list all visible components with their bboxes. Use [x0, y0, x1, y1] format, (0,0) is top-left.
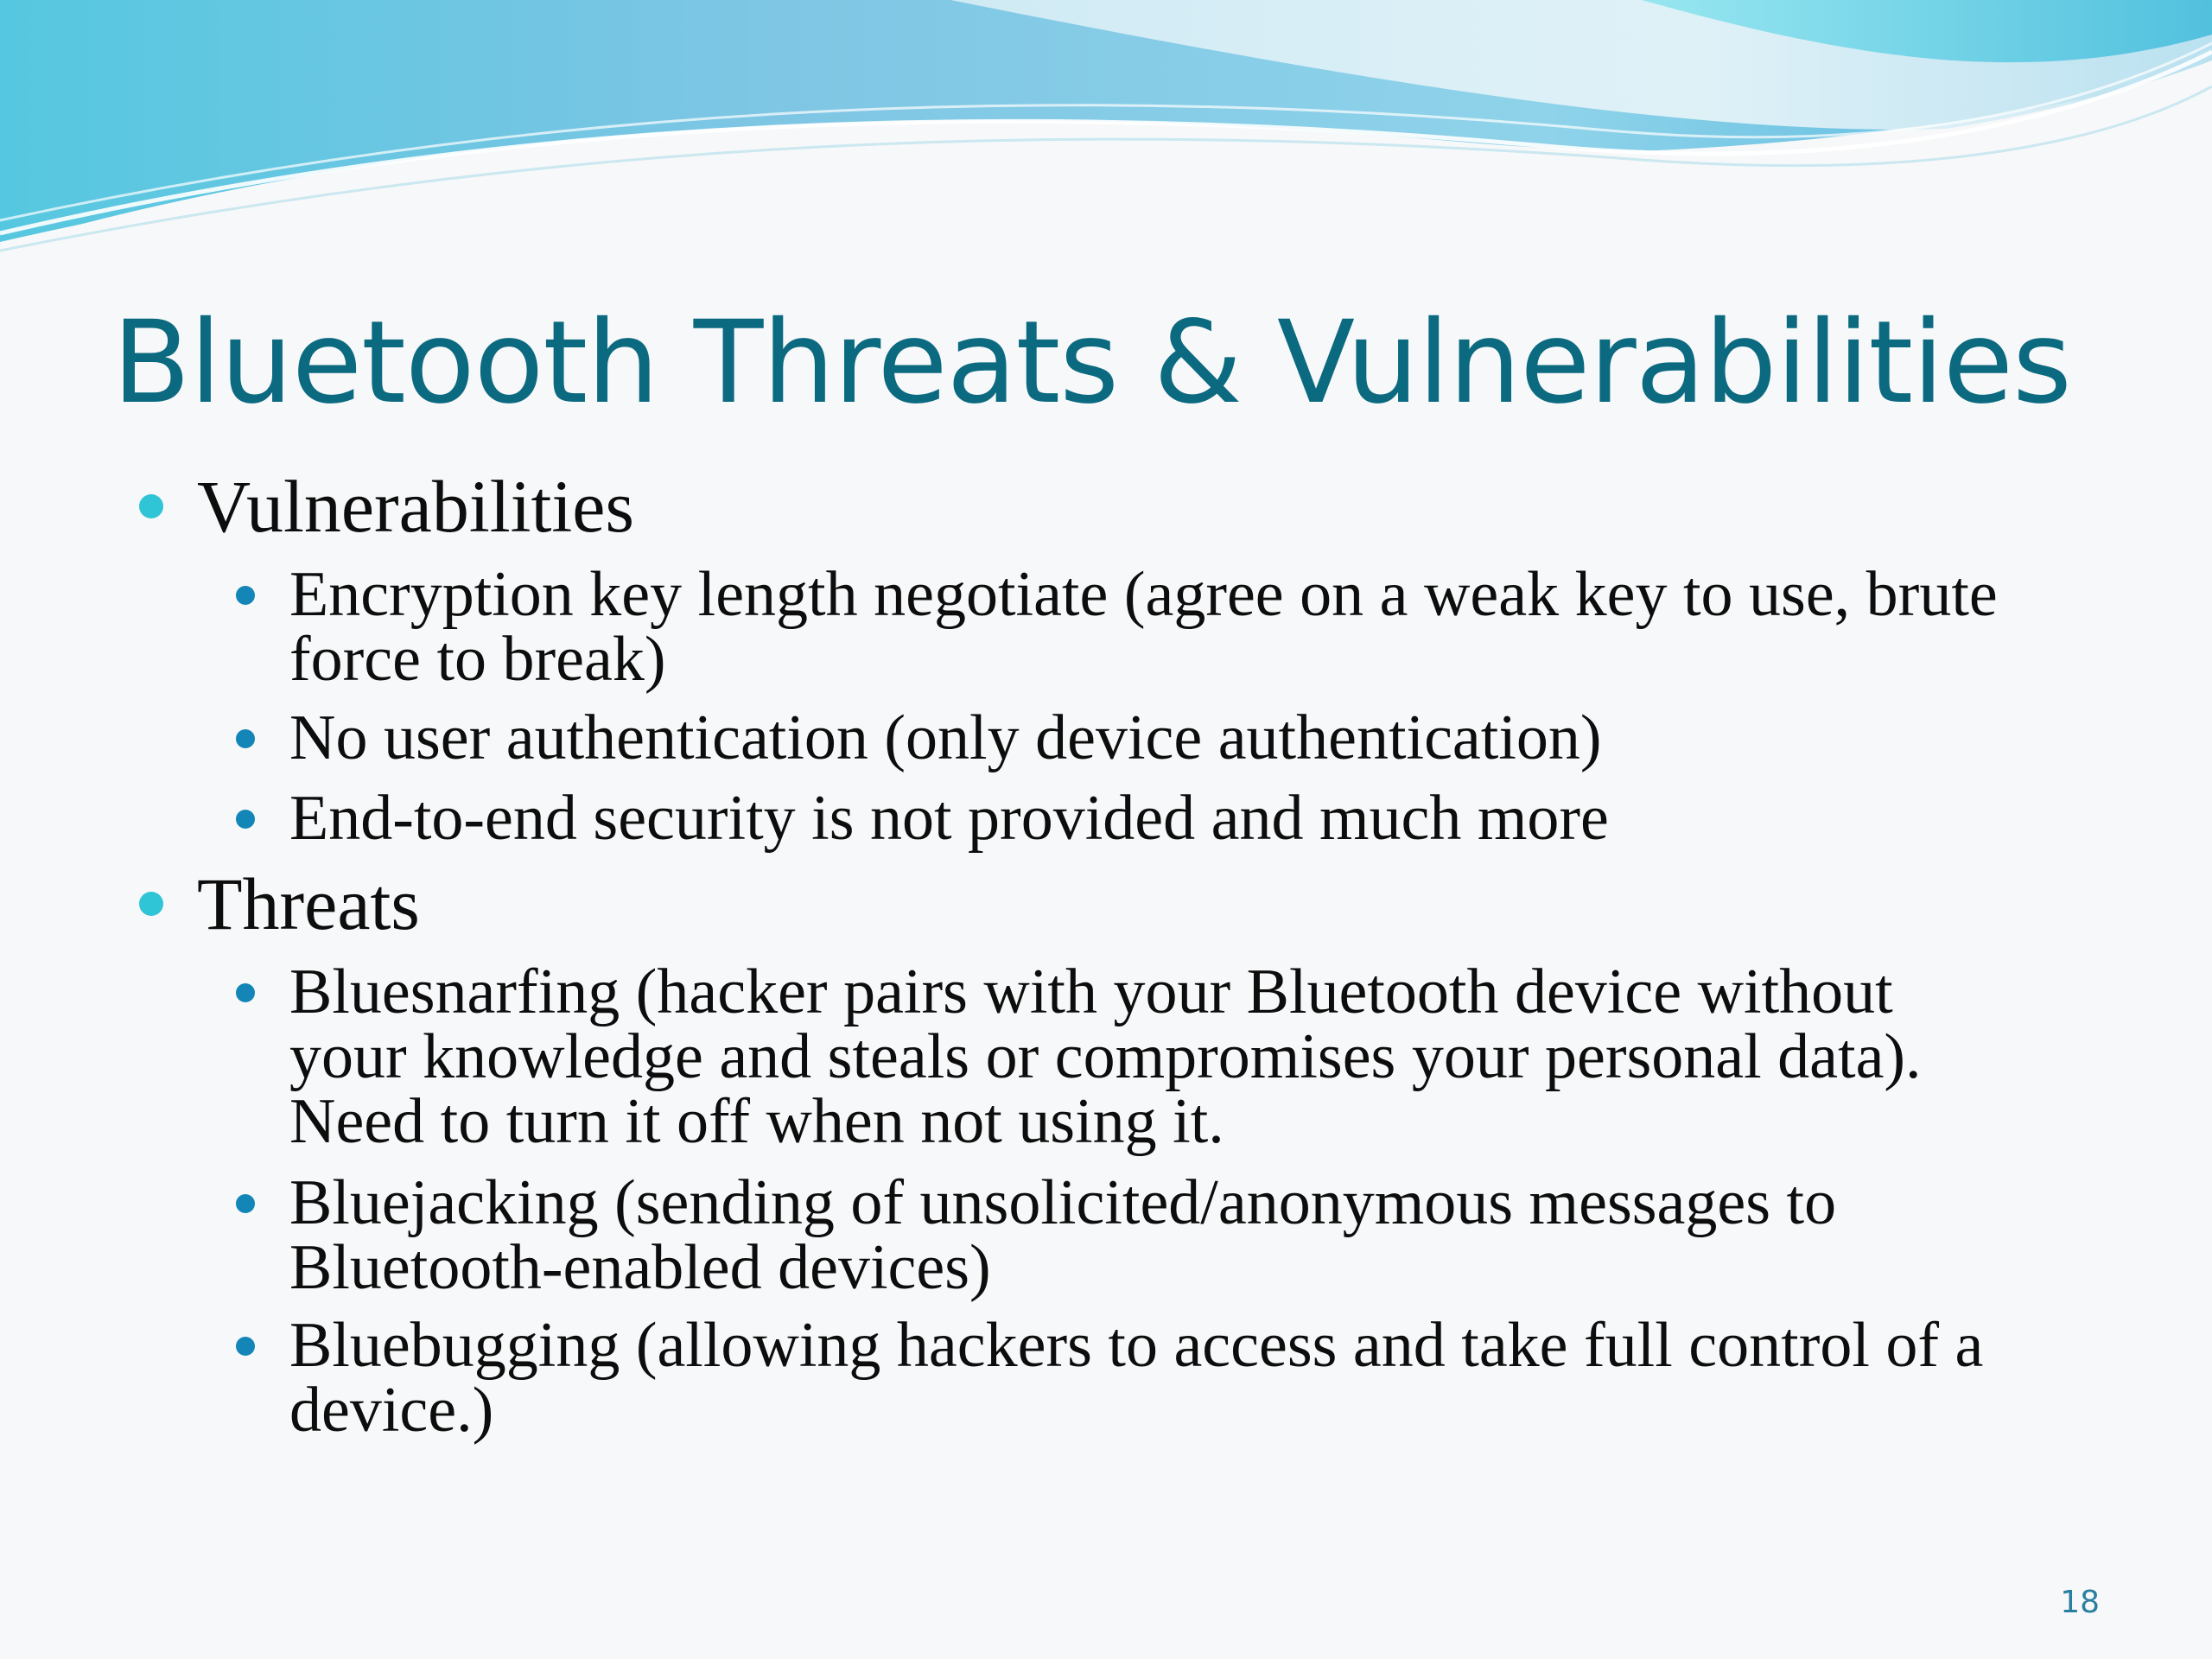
list-item: No user authentication (only device authentication): [289, 702, 1602, 773]
bullet-dot-icon: [236, 1194, 255, 1213]
slide-title: Bluetooth Threats & Vulnerabilities: [112, 296, 2071, 429]
bullet-dot-icon: [139, 494, 163, 518]
list-item: Encryption key length negotiate (agree on a weak key to use, brute force to break): [289, 559, 1998, 695]
list-item: End-to-end security is not provided and much more: [289, 783, 1609, 854]
bullet-dot-icon: [236, 983, 255, 1002]
list-item: Bluejacking (sending of unsolicited/anonymous messages to Bluetooth-enabled devices): [289, 1167, 1837, 1303]
list-item: Bluebugging (allowing hackers to access and take full control of a device.): [289, 1310, 1984, 1446]
section-heading-vulnerabilities: Vulnerabilities: [197, 465, 634, 548]
bullet-dot-icon: [236, 729, 255, 748]
section-heading-threats: Threats: [197, 862, 420, 945]
page-number: 18: [2060, 1585, 2100, 1620]
bullet-dot-icon: [139, 892, 163, 916]
bullet-dot-icon: [236, 586, 255, 605]
list-item: Bluesnarfing (hacker pairs with your Bluetooth device without your knowledge and steals or compromises your personal data). Need to turn it off when not using it.: [289, 957, 1922, 1157]
bullet-dot-icon: [236, 1337, 255, 1356]
bullet-dot-icon: [236, 810, 255, 829]
